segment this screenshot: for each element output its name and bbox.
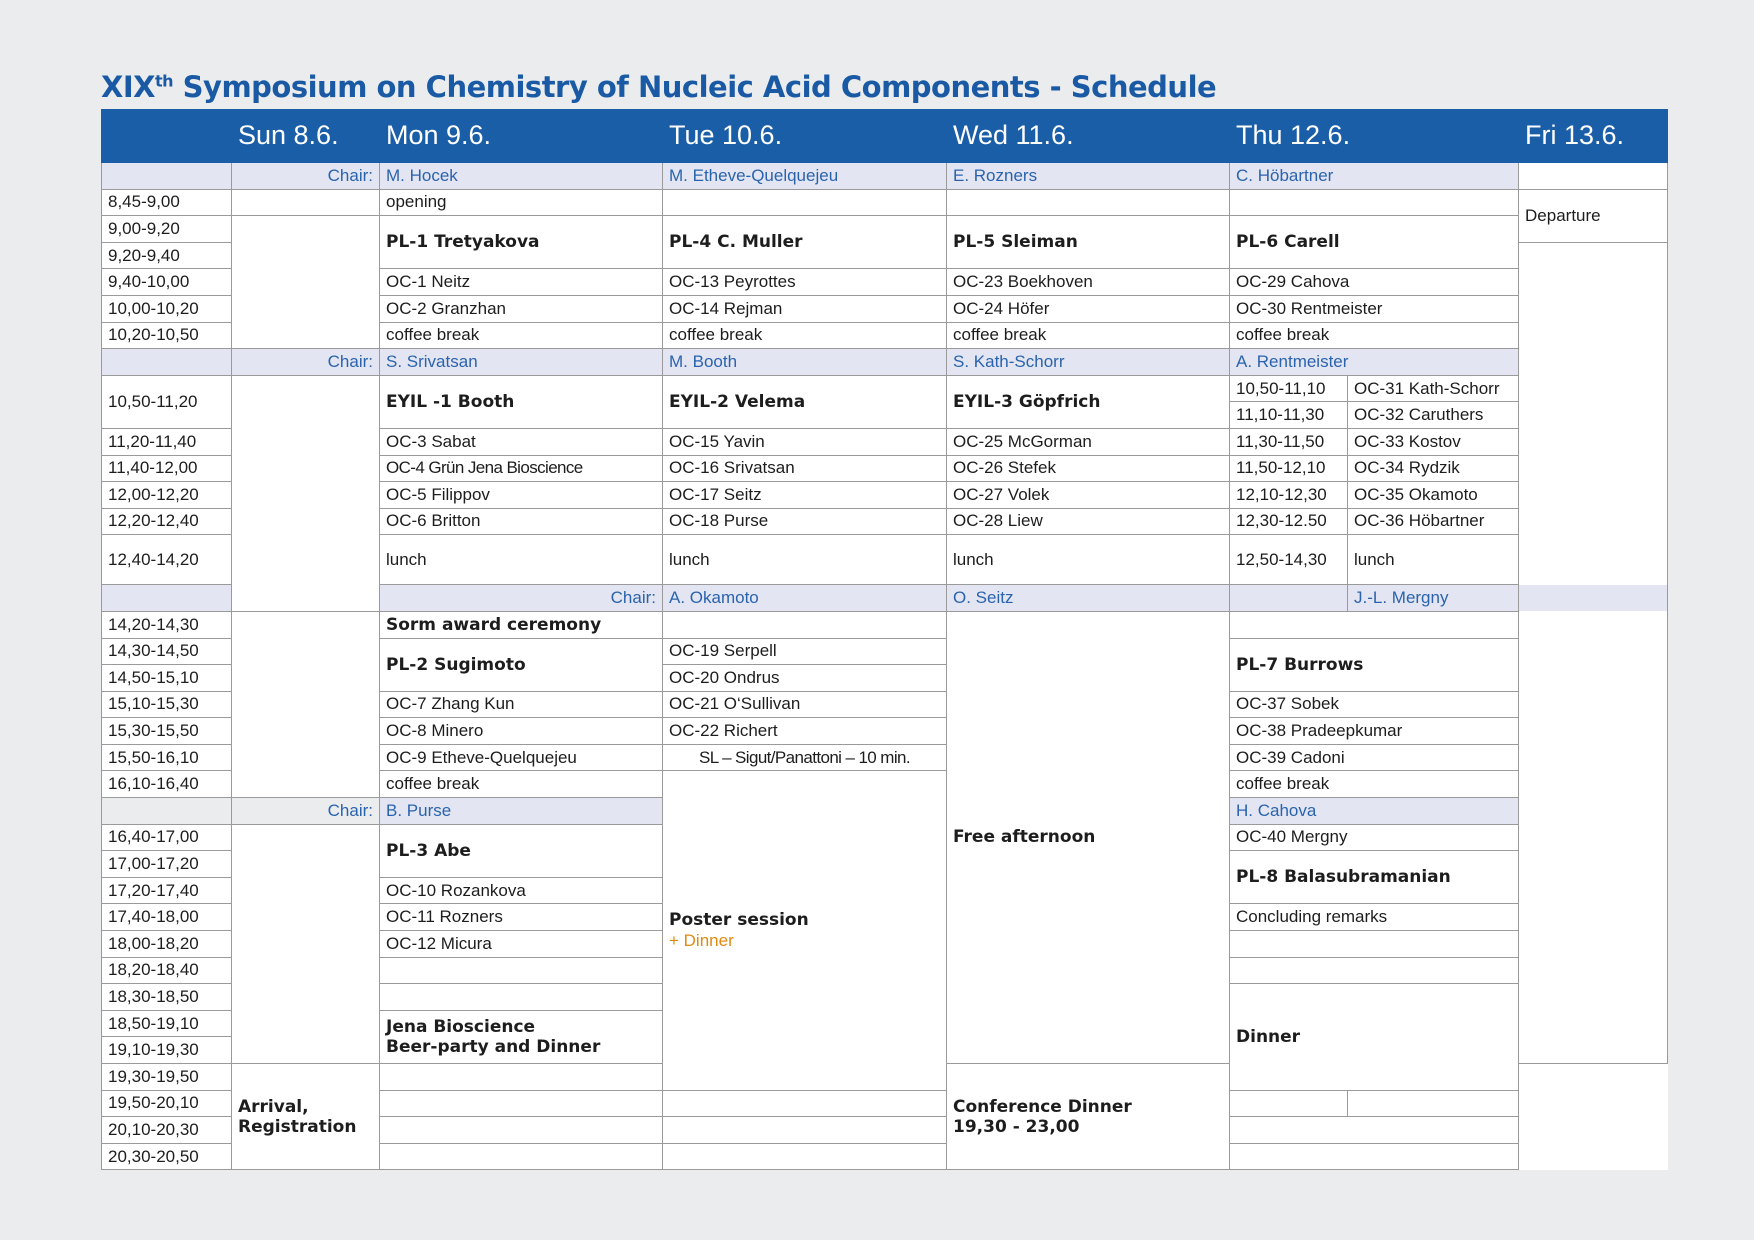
time-cell: 18,20-18,40 (102, 957, 232, 984)
session-cell: OC-20 Ondrus (663, 665, 947, 692)
session-cell: OC-5 Filippov (380, 482, 663, 509)
eyil-cell: EYIL-3 Göpfrich (947, 375, 1230, 428)
chair-mon: A. Okamoto (663, 585, 947, 612)
empty-cell (1230, 931, 1519, 958)
thu-sub-talk: OC-33 Kostov (1348, 428, 1519, 455)
beer-party-line1: Jena Bioscience (386, 1016, 536, 1037)
chair-mon: M. Hocek (380, 163, 663, 190)
empty-cell (663, 611, 947, 638)
chair-thu: J.-L. Mergny (1348, 585, 1668, 612)
coffee-break-cell: coffee break (1230, 322, 1519, 349)
poster-session-cell (663, 771, 947, 1090)
plenary-cell: PL-1 Tretyakova (380, 216, 663, 269)
session-cell: OC-9 Etheve-Quelquejeu (380, 744, 663, 771)
empty-cell (1519, 163, 1668, 190)
lunch-cell: lunch (380, 535, 663, 585)
thu-lunch-time: 12,50-14,30 (1230, 535, 1348, 585)
chair-mon: B. Purse (380, 798, 663, 825)
thu-sub-talk: OC-34 Rydzik (1348, 455, 1519, 482)
registration-label: Registration (238, 1116, 357, 1137)
thu-sub-time: 12,30-12.50 (1230, 508, 1348, 535)
session-cell: OC-30 Rentmeister (1230, 295, 1519, 322)
session-cell: OC-7 Zhang Kun (380, 691, 663, 718)
session-cell: OC-2 Granzhan (380, 295, 663, 322)
session-cell: OC-15 Yavin (663, 428, 947, 455)
chair-time-cell (102, 585, 232, 612)
conference-dinner-label: Conference Dinner (953, 1096, 1132, 1117)
chair-label: Chair: (380, 585, 663, 612)
session-cell: OC-38 Pradeepkumar (1230, 718, 1519, 745)
chair-row (102, 349, 1668, 376)
empty-cell (380, 1064, 663, 1091)
chair-tue: O. Seitz (947, 585, 1230, 612)
plenary-cell: PL-5 Sleiman (947, 216, 1230, 269)
free-afternoon-cell: Free afternoon (947, 611, 1230, 1063)
coffee-break-cell: coffee break (380, 771, 663, 798)
chair-tue: M. Booth (663, 349, 947, 376)
thu-sub-time: 11,50-12,10 (1230, 455, 1348, 482)
time-cell: 15,50-16,10 (102, 744, 232, 771)
empty-cell (1230, 1090, 1348, 1117)
time-cell: 16,10-16,40 (102, 771, 232, 798)
empty-cell (380, 957, 663, 984)
empty-cell (380, 1143, 663, 1170)
coffee-break-cell: coffee break (380, 322, 663, 349)
thu-sub-time: 12,10-12,30 (1230, 482, 1348, 509)
time-cell: 18,30-18,50 (102, 984, 232, 1011)
session-cell: OC-21 O‘Sullivan (663, 691, 947, 718)
poster-session-label: Poster session (669, 910, 809, 931)
coffee-break-cell: coffee break (947, 322, 1230, 349)
session-cell: Concluding remarks (1230, 904, 1519, 931)
empty-cell (380, 984, 663, 1011)
plenary-cell: PL-6 Carell (1230, 216, 1519, 269)
coffee-break-cell: coffee break (1230, 771, 1519, 798)
session-cell: OC-8 Minero (380, 718, 663, 745)
session-cell: OC-39 Cadoni (1230, 744, 1519, 771)
time-cell: 18,50-19,10 (102, 1010, 232, 1037)
table-row (102, 189, 1668, 216)
session-cell: OC-40 Mergny (1230, 824, 1519, 851)
header-corner (102, 110, 232, 163)
eyil-cell: EYIL -1 Booth (380, 375, 663, 428)
day-header-mon: Mon 9.6. (380, 110, 663, 163)
ceremony-cell: Sorm award ceremony (380, 611, 663, 638)
lunch-cell: lunch (947, 535, 1230, 585)
table-row (102, 375, 1668, 402)
thu-sub-talk: OC-35 Okamoto (1348, 482, 1519, 509)
time-cell: 14,20-14,30 (102, 611, 232, 638)
chair-row (102, 163, 1668, 190)
chair-time-cell (102, 349, 232, 376)
time-cell: 14,30-14,50 (102, 638, 232, 665)
empty-cell (232, 375, 380, 611)
time-cell: 17,00-17,20 (102, 851, 232, 878)
session-cell: OC-17 Seitz (663, 482, 947, 509)
session-cell: OC-10 Rozankova (380, 877, 663, 904)
empty-cell (380, 1090, 663, 1117)
friday-empty-cell (1519, 242, 1668, 1063)
chair-tue: M. Etheve-Quelquejeu (663, 163, 947, 190)
session-cell: OC-4 Grün Jena Bioscience (380, 455, 663, 482)
time-cell: 18,00-18,20 (102, 931, 232, 958)
page-title: XIXth Symposium on Chemistry of Nucleic Acid Components - Schedule (101, 70, 1217, 104)
session-cell: OC-19 Serpell (663, 638, 947, 665)
chair-label: Chair: (232, 349, 380, 376)
chair-mon: S. Srivatsan (380, 349, 663, 376)
time-cell: 11,20-11,40 (102, 428, 232, 455)
header-row (102, 110, 1668, 163)
empty-cell (1230, 1117, 1519, 1144)
time-cell: 9,40-10,00 (102, 269, 232, 296)
plenary-cell: PL-2 Sugimoto (380, 638, 663, 691)
time-cell: 15,30-15,50 (102, 718, 232, 745)
departure-cell: Departure (1519, 189, 1668, 242)
empty-cell (380, 1117, 663, 1144)
beer-party-cell (380, 1010, 663, 1063)
session-cell: OC-1 Neitz (380, 269, 663, 296)
chair-thu: C. Höbartner (1230, 163, 1519, 190)
time-cell: 10,00-10,20 (102, 295, 232, 322)
day-header-sun: Sun 8.6. (232, 110, 380, 163)
time-cell: 11,40-12,00 (102, 455, 232, 482)
time-cell: 12,20-12,40 (102, 508, 232, 535)
chair-wed (1230, 585, 1348, 612)
thu-sub-talk: OC-31 Kath-Schorr (1348, 375, 1519, 402)
day-header-wed: Wed 11.6. (947, 110, 1230, 163)
empty-cell (1348, 1090, 1519, 1117)
chair-label: Chair: (232, 163, 380, 190)
session-cell: OC-27 Volek (947, 482, 1230, 509)
day-header-thu: Thu 12.6. (1230, 110, 1519, 163)
session-cell: OC-28 Liew (947, 508, 1230, 535)
conference-dinner-cell (947, 1064, 1230, 1170)
time-cell: 19,30-19,50 (102, 1064, 232, 1091)
empty-cell (1230, 1143, 1519, 1170)
chair-wed: E. Rozners (947, 163, 1230, 190)
empty-cell (1230, 189, 1519, 216)
session-cell: OC-23 Boekhoven (947, 269, 1230, 296)
session-cell: OC-12 Micura (380, 931, 663, 958)
session-cell: OC-11 Rozners (380, 904, 663, 931)
plenary-cell: PL-3 Abe (380, 824, 663, 877)
arrival-label: Arrival, (238, 1096, 309, 1117)
thu-sub-talk: OC-32 Caruthers (1348, 402, 1519, 429)
session-cell: OC-26 Stefek (947, 455, 1230, 482)
session-cell: OC-16 Srivatsan (663, 455, 947, 482)
session-cell: OC-22 Richert (663, 718, 947, 745)
arrival-cell (232, 1064, 380, 1170)
empty-cell (663, 1117, 947, 1144)
empty-cell (232, 611, 380, 797)
thu-dinner-cell: Dinner (1230, 984, 1519, 1090)
chair-thu: A. Rentmeister (1230, 349, 1519, 376)
empty-cell (663, 1143, 947, 1170)
lunch-cell: lunch (663, 535, 947, 585)
session-cell: OC-13 Peyrottes (663, 269, 947, 296)
empty-cell (663, 1090, 947, 1117)
session-cell: OC-18 Purse (663, 508, 947, 535)
time-cell: 16,40-17,00 (102, 824, 232, 851)
empty-cell (1230, 611, 1519, 638)
chair-time-cell (102, 163, 232, 190)
session-cell: OC-24 Höfer (947, 295, 1230, 322)
time-cell: 17,40-18,00 (102, 904, 232, 931)
session-cell: OC-3 Sabat (380, 428, 663, 455)
thu-sub-time: 10,50-11,10 (1230, 375, 1348, 402)
session-cell: OC-29 Cahova (1230, 269, 1519, 296)
coffee-break-cell: coffee break (663, 322, 947, 349)
empty-cell (232, 216, 380, 349)
time-cell: 20,30-20,50 (102, 1143, 232, 1170)
eyil-cell: EYIL-2 Velema (663, 375, 947, 428)
poster-dinner-label: + Dinner (669, 930, 734, 950)
session-cell: opening (380, 189, 663, 216)
time-cell: 9,20-9,40 (102, 242, 232, 269)
short-lecture-cell: SL – Sigut/Panattoni – 10 min. (663, 744, 947, 771)
beer-party-line2: Beer-party and Dinner (386, 1036, 601, 1057)
chair-time-cell (102, 798, 232, 825)
session-cell: OC-25 McGorman (947, 428, 1230, 455)
thu-sub-talk: OC-36 Höbartner (1348, 508, 1519, 535)
session-cell: OC-14 Rejman (663, 295, 947, 322)
chair-wed: S. Kath-Schorr (947, 349, 1230, 376)
table-row (102, 216, 1668, 243)
plenary-cell: PL-4 C. Muller (663, 216, 947, 269)
time-cell: 14,50-15,10 (102, 665, 232, 692)
time-cell: 12,00-12,20 (102, 482, 232, 509)
table-row (102, 611, 1668, 638)
time-cell: 20,10-20,30 (102, 1117, 232, 1144)
time-cell: 15,10-15,30 (102, 691, 232, 718)
time-cell: 8,45-9,00 (102, 189, 232, 216)
schedule-table (101, 109, 1668, 1170)
time-cell: 10,50-11,20 (102, 375, 232, 428)
empty-cell (947, 189, 1230, 216)
empty-cell (232, 824, 380, 1063)
thu-sub-time: 11,10-11,30 (1230, 402, 1348, 429)
empty-cell (1230, 957, 1519, 984)
plenary-cell: PL-7 Burrows (1230, 638, 1519, 691)
chair-thu: H. Cahova (1230, 798, 1519, 825)
time-cell: 17,20-17,40 (102, 877, 232, 904)
plenary-cell: PL-8 Balasubramanian (1230, 851, 1519, 904)
conference-dinner-time: 19,30 - 23,00 (953, 1116, 1080, 1137)
time-cell: 19,10-19,30 (102, 1037, 232, 1064)
chair-label: Chair: (232, 798, 380, 825)
session-cell: OC-6 Britton (380, 508, 663, 535)
session-cell: OC-37 Sobek (1230, 691, 1519, 718)
time-cell: 12,40-14,20 (102, 535, 232, 585)
day-header-tue: Tue 10.6. (663, 110, 947, 163)
empty-cell (232, 189, 380, 216)
empty-cell (663, 189, 947, 216)
thu-sub-time: 11,30-11,50 (1230, 428, 1348, 455)
time-cell: 9,00-9,20 (102, 216, 232, 243)
day-header-fri: Fri 13.6. (1519, 110, 1668, 163)
lunch-cell: lunch (1348, 535, 1519, 585)
time-cell: 19,50-20,10 (102, 1090, 232, 1117)
time-cell: 10,20-10,50 (102, 322, 232, 349)
